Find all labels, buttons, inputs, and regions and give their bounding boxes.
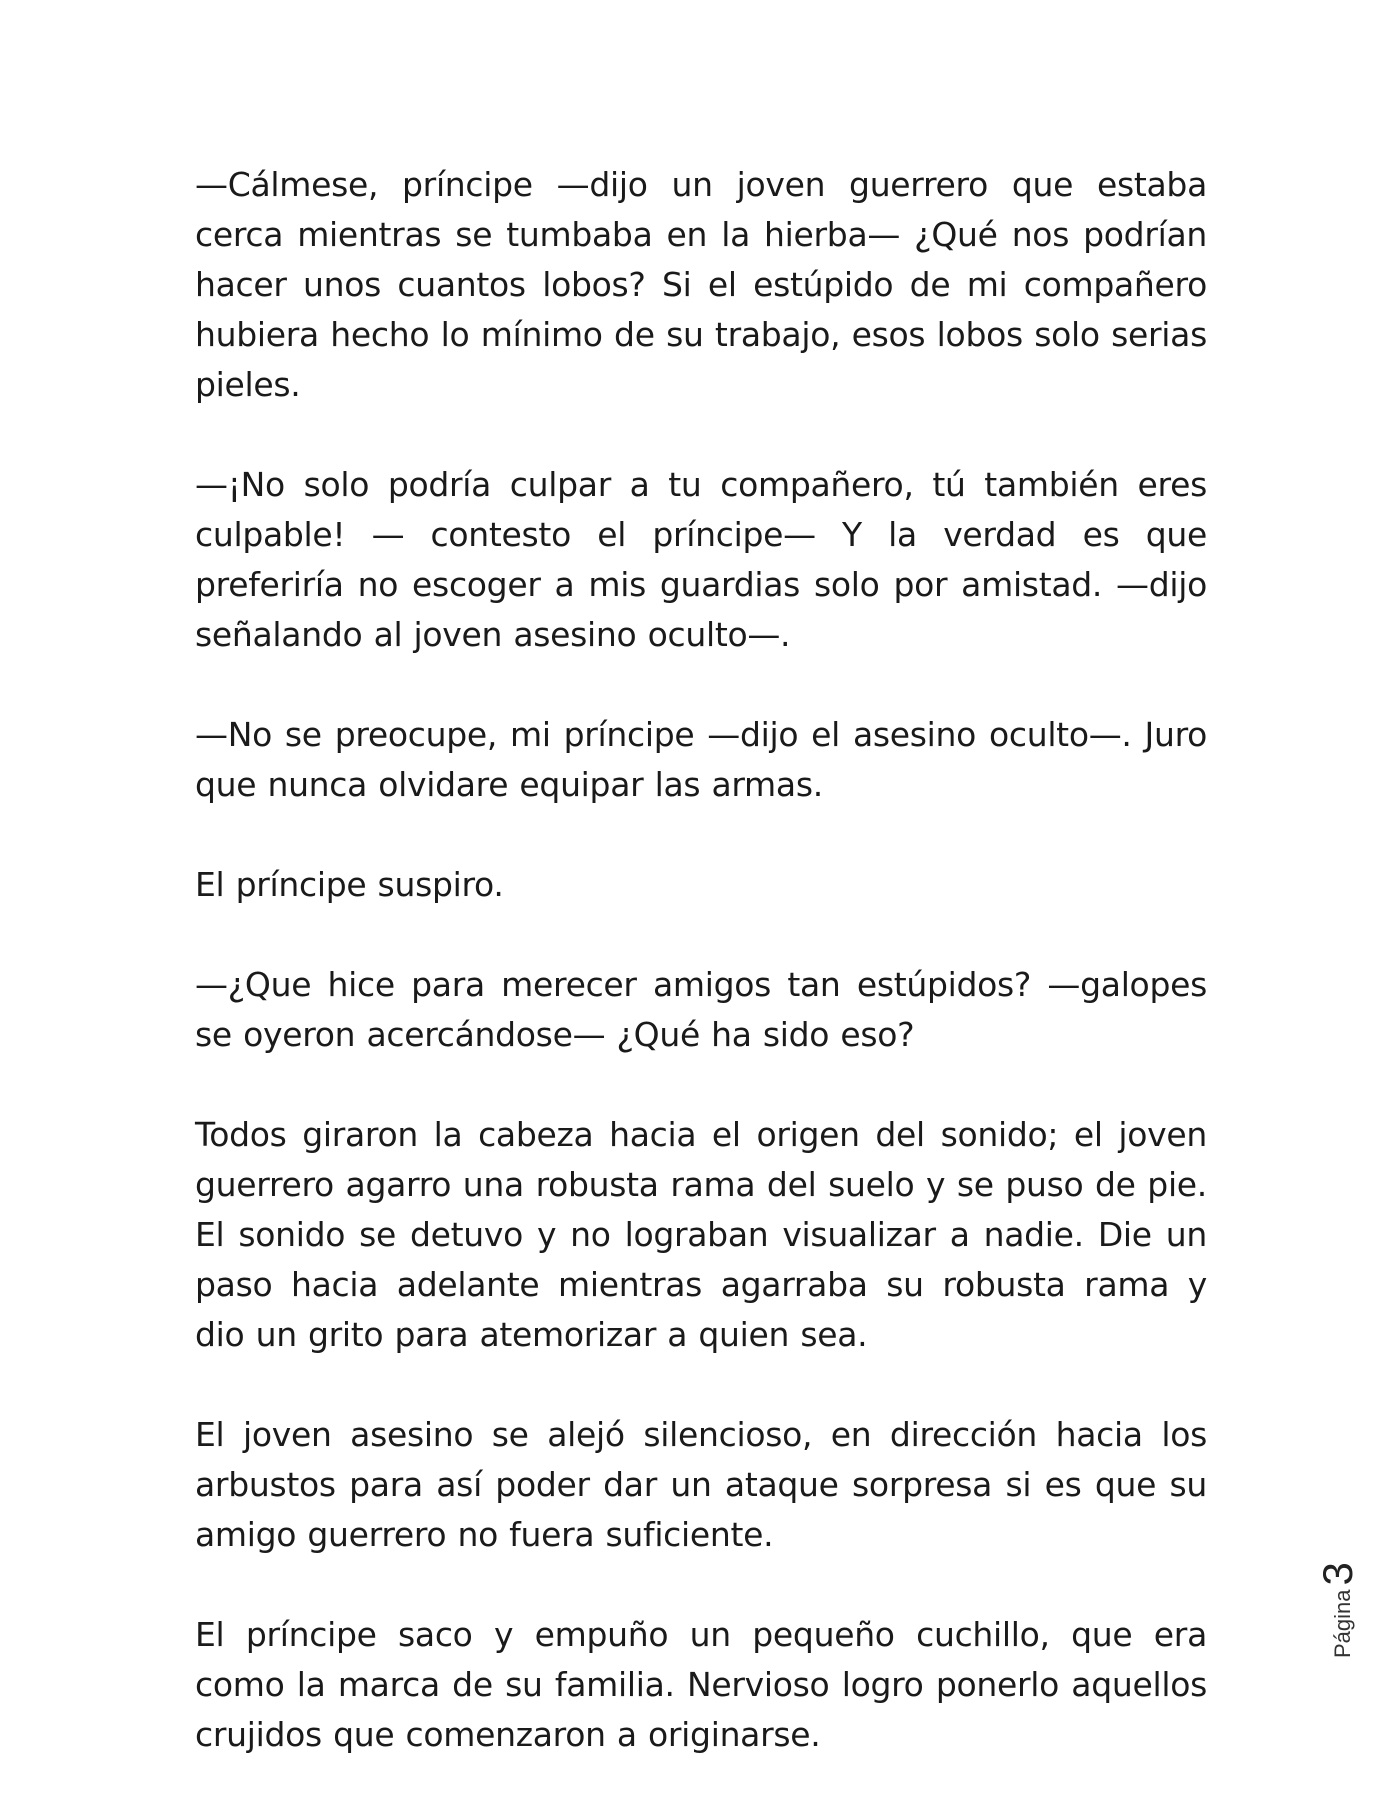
paragraph: El príncipe saco y empuño un pequeño cuchillo, que era como la marca de su familia. Nervioso logro ponerlo aquellos crujidos que comenzaron a originarse. [195, 1615, 1207, 1754]
paragraph: —No se preocupe, mi príncipe —dijo el asesino oculto—. Juro que nunca olvidare equipar las armas. [195, 715, 1207, 804]
page-label: Página [1330, 1589, 1355, 1658]
page-number-group [1300, 1548, 1360, 1658]
paragraph: —¿Que hice para merecer amigos tan estúpidos? —galopes se oyeron acercándose— ¿Qué ha sido eso? [195, 965, 1207, 1054]
paragraph: —¡No solo podría culpar a tu compañero, tú también eres culpable! — contesto el príncipe— Y la verdad es que preferiría no escoger a mis guardias solo por amistad. —dijo señalando al joven asesino oculto—. [195, 465, 1207, 654]
paragraph: Todos giraron la cabeza hacia el origen del sonido; el joven guerrero agarro una robusta rama del suelo y se puso de pie. El sonido se detuvo y no lograban visualizar a nadie. Die un paso hacia adelante mientras agarraba su robusta rama y dio un grito para atemorizar a quien sea. [195, 1115, 1207, 1354]
page-number: 3 [1314, 1562, 1361, 1586]
page-footer [1300, 1548, 1360, 1658]
page-body [195, 160, 1207, 1810]
paragraph: El príncipe suspiro. [195, 865, 504, 904]
paragraph: —Cálmese, príncipe —dijo un joven guerrero que estaba cerca mientras se tumbaba en la hierba— ¿Qué nos podrían hacer unos cuantos lobos? Si el estúpido de mi compañero hubiera hecho lo mínimo de su trabajo, esos lobos solo serias pieles. [195, 165, 1207, 404]
paragraph: El joven asesino se alejó silencioso, en dirección hacia los arbustos para así poder dar un ataque sorpresa si es que su amigo guerrero no fuera suficiente. [195, 1415, 1207, 1554]
